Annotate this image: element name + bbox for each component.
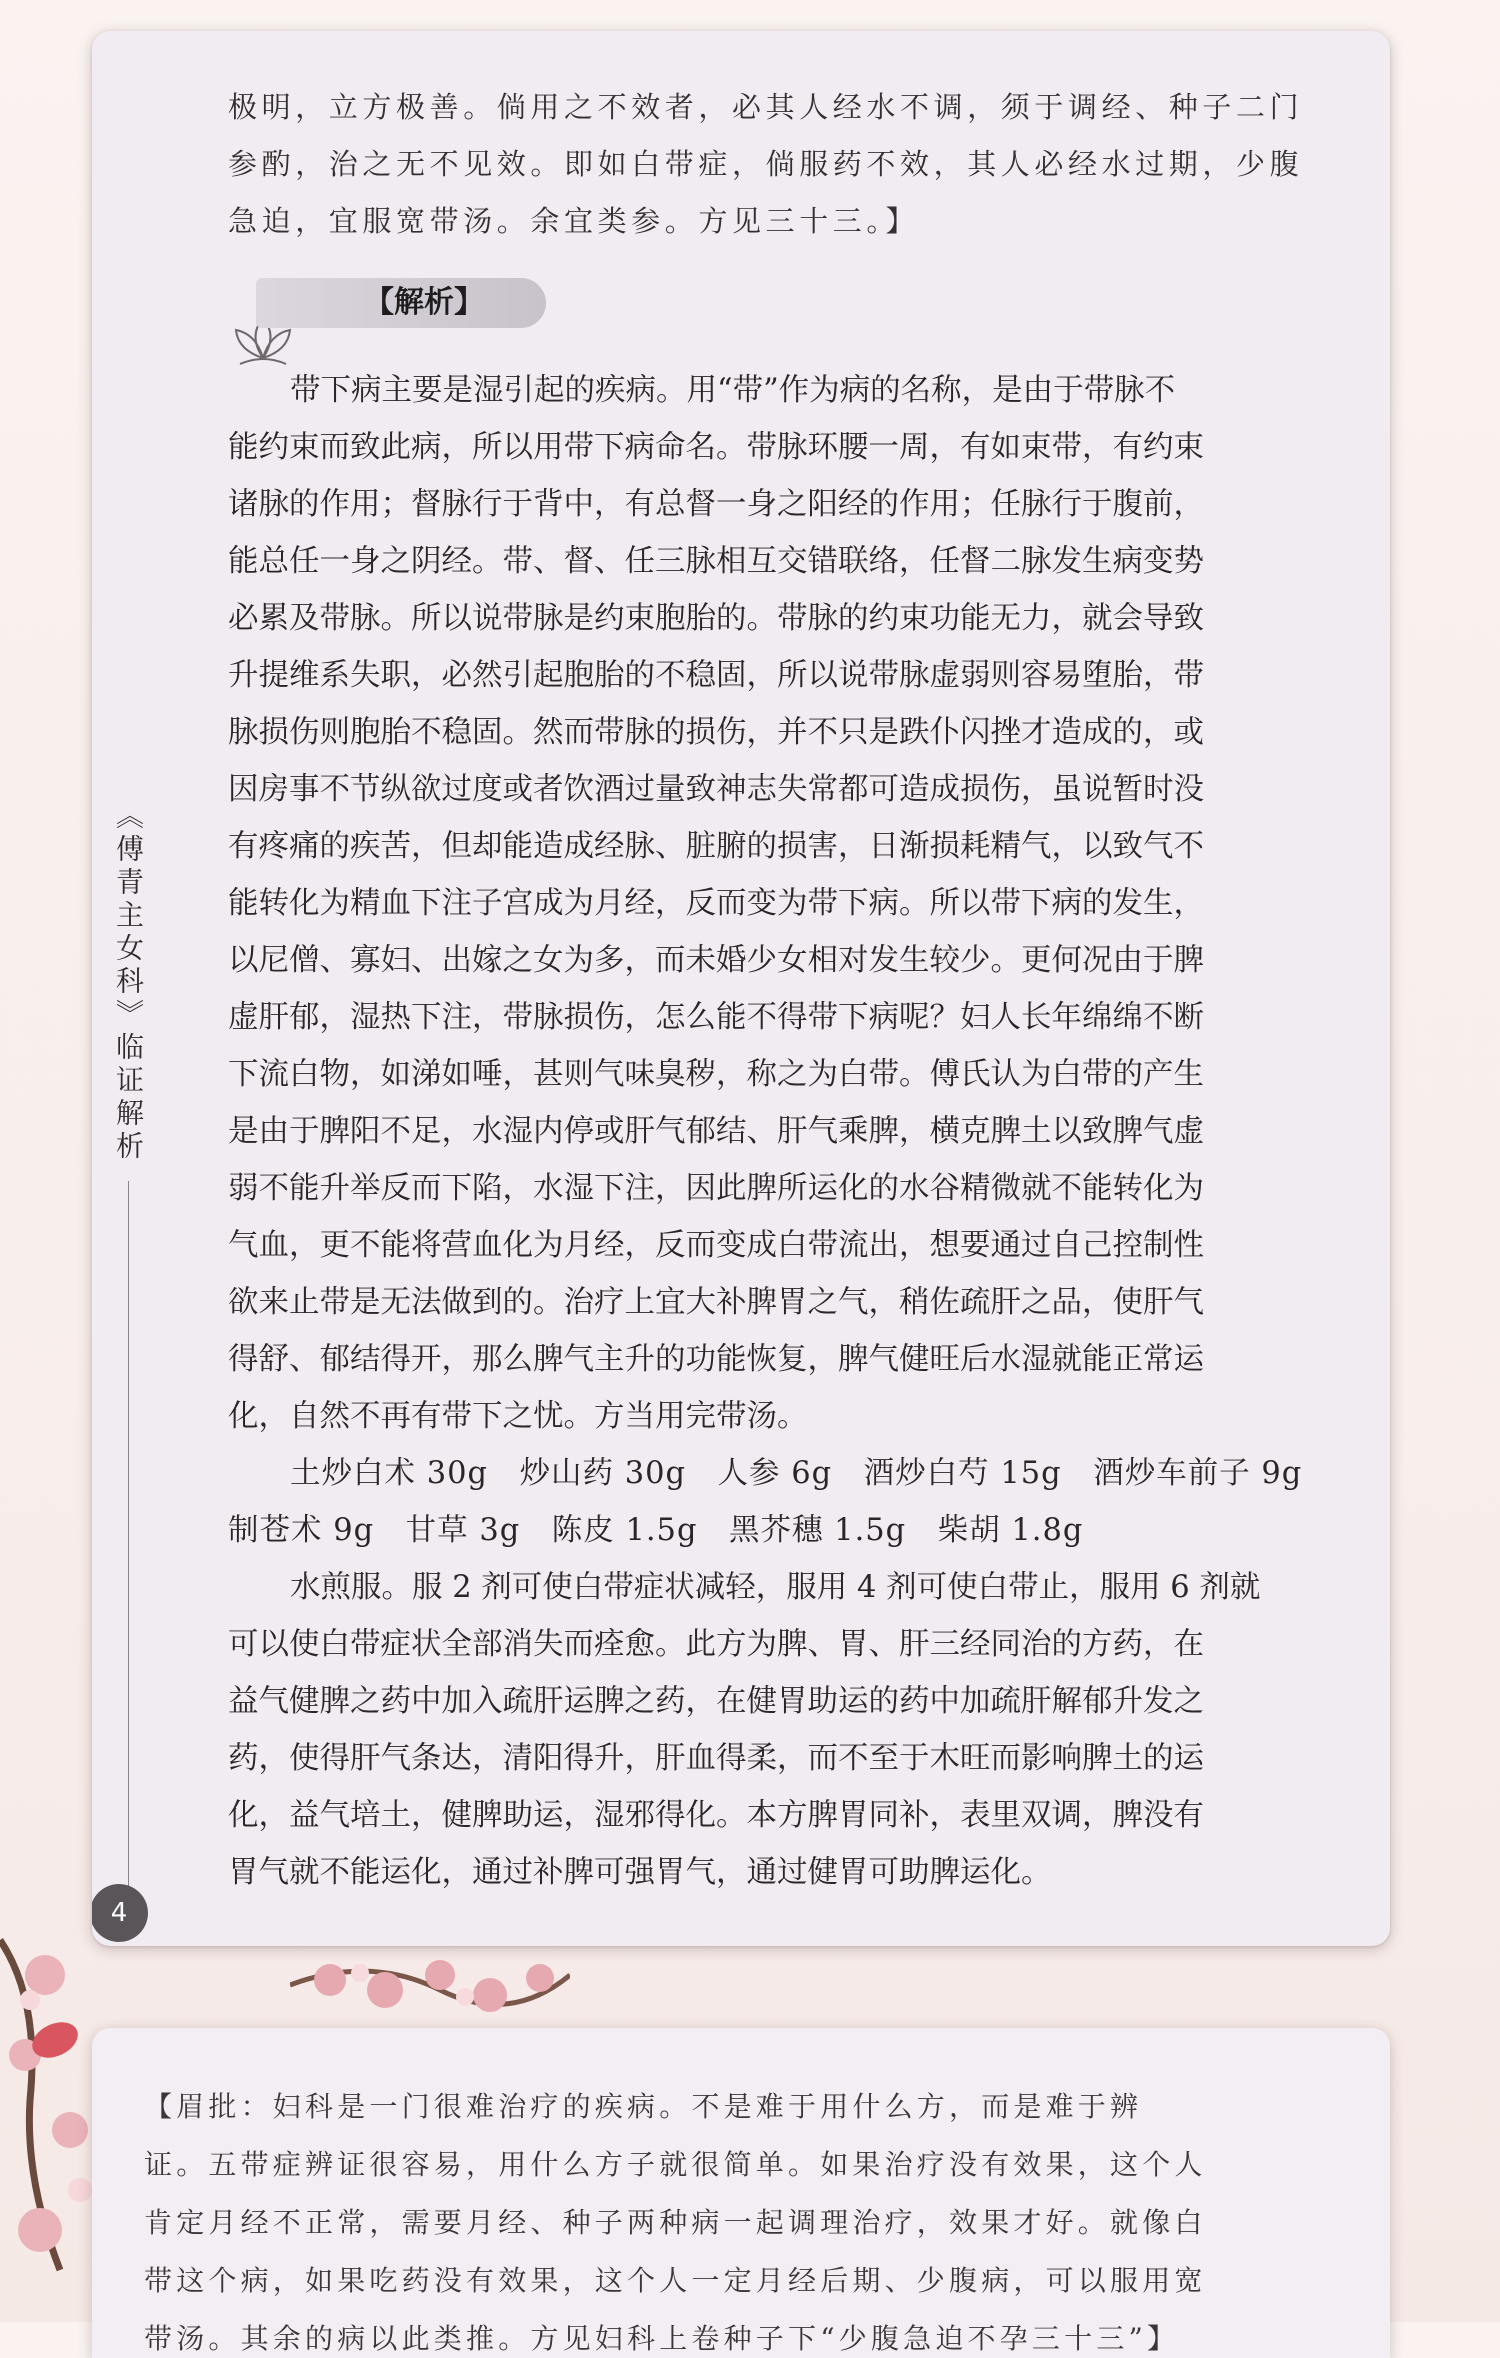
note-line: 带汤。其余的病以此类推。方见妇科上卷种子下“少腹急迫不孕三十三”】 — [144, 2322, 1180, 2355]
body-line: 能约束而致此病，所以用带下病命名。带脉环腰一周，有如束带，有约束 — [228, 430, 1204, 465]
book-side-title: 《傅青主女科》临证解析 — [112, 801, 145, 1164]
body-line: 带下病主要是湿引起的疾病。用“带”作为病的名称，是由于带脉不 — [290, 373, 1176, 408]
note-line: 肯定月经不正常，需要月经、种子两种病一起调理治疗，效果才好。就像白 — [144, 2206, 1207, 2239]
body-line: 化，自然不再有带下之忧。方当用完带汤。 — [228, 1399, 808, 1434]
page-number-badge: 4 — [92, 1884, 148, 1942]
analysis-text — [228, 362, 1338, 1901]
body-line: 弱不能升举反而下陷，水湿下注，因此脾所运化的水谷精微就不能转化为 — [228, 1171, 1204, 1206]
body-line: 以尼僧、寡妇、出嫁之女为多，而未婚少女相对发生较少。更何况由于脾 — [228, 943, 1204, 978]
body-line: 必累及带脉。所以说带脉是约束胞胎的。带脉的约束功能无力，就会导致 — [228, 601, 1204, 636]
body-line: 因房事不节纵欲过度或者饮酒过量致神志失常都可造成损伤，虽说暂时没 — [228, 772, 1204, 807]
side-divider — [128, 1181, 129, 1891]
formula-ingredients — [228, 1445, 1338, 1559]
body-line: 欲来止带是无法做到的。治疗上宜大补脾胃之气，稍佐疏肝之品，使肝气 — [228, 1285, 1204, 1320]
body-line: 气血，更不能将营血化为月经，反而变成白带流出，想要通过自己控制性 — [228, 1228, 1204, 1263]
body-line: 诸脉的作用；督脉行于背中，有总督一身之阳经的作用；任脉行于腹前， — [228, 487, 1204, 522]
body-line: 下流白物，如涕如唾，甚则气味臭秽，称之为白带。傅氏认为白带的产生 — [228, 1057, 1204, 1092]
closing-line: 可以使白带症状全部消失而痊愈。此方为脾、胃、肝三经同治的方药，在 — [228, 1627, 1204, 1662]
closing-line: 胃气就不能运化，通过补脾可强胃气，通过健胃可助脾运化。 — [228, 1855, 1052, 1890]
closing-line: 药，使得肝气条达，清阳得升，肝血得柔，而不至于木旺而影响脾土的运 — [228, 1741, 1204, 1776]
note-line: 【眉批：妇科是一门很难治疗的疾病。不是难于用什么方，而是难于辨 — [144, 2090, 1143, 2123]
closing-line: 化，益气培土，健脾助运，湿邪得化。本方脾胃同补，表里双调，脾没有 — [228, 1798, 1204, 1833]
body-line: 虚肝郁，湿热下注，带脉损伤，怎么能不得带下病呢？妇人长年绵绵不断 — [228, 1000, 1204, 1035]
section-heading: 【解析】 — [256, 278, 546, 328]
closing-line: 益气健脾之药中加入疏肝运脾之药，在健胃助运的药中加疏肝解郁升发之 — [228, 1684, 1204, 1719]
intro-line: 极明，立方极善。倘用之不效者，必其人经水不调，须于调经、种子二门 — [228, 90, 1304, 124]
intro-line: 急迫，宜服宽带汤。余宜类参。方见三十三。】 — [228, 204, 920, 238]
plum-blossom-decoration-middle — [290, 1945, 570, 2025]
closing-line: 水煎服。服 2 剂可使白带症状减轻，服用 4 剂可使白带止，服用 6 剂就 — [290, 1570, 1261, 1605]
body-line: 升提维系失职，必然引起胞胎的不稳固，所以说带脉虚弱则容易堕胎，带 — [228, 658, 1204, 693]
body-line: 脉损伤则胞胎不稳固。然而带脉的损伤，并不只是跌仆闪挫才造成的，或 — [228, 715, 1204, 750]
body-line: 是由于脾阳不足，水湿内停或肝气郁结、肝气乘脾，横克脾土以致脾气虚 — [228, 1114, 1204, 1149]
body-line: 能总任一身之阴经。带、督、任三脉相互交错联络，任督二脉发生病变势 — [228, 544, 1204, 579]
next-page-card — [92, 2028, 1390, 2358]
page-card — [92, 31, 1390, 1946]
formula-line: 制苍术 9g 甘草 3g 陈皮 1.5g 黑芥穗 1.5g 柴胡 1.8g — [228, 1513, 1084, 1548]
body-line: 得舒、郁结得开，那么脾气主升的功能恢复，脾气健旺后水湿就能正常运 — [228, 1342, 1204, 1377]
intro-line: 参酌，治之无不见效。即如白带症，倘服药不效，其人必经水过期，少腹 — [228, 147, 1304, 181]
marginal-note — [144, 2078, 1374, 2358]
body-line: 有疼痛的疾苦，但却能造成经脉、脏腑的损害，日渐损耗精气，以致气不 — [228, 829, 1204, 864]
note-line: 证。五带症辨证很容易，用什么方子就很简单。如果治疗没有效果，这个人 — [144, 2148, 1207, 2181]
note-line: 带这个病，如果吃药没有效果，这个人一定月经后期、少腹病，可以服用宽 — [144, 2264, 1207, 2297]
intro-text — [228, 79, 1338, 250]
body-line: 能转化为精血下注子宫成为月经，反而变为带下病。所以带下病的发生， — [228, 886, 1204, 921]
formula-line: 土炒白术 30g 炒山药 30g 人参 6g 酒炒白芍 15g 酒炒车前子 9g — [290, 1456, 1303, 1491]
